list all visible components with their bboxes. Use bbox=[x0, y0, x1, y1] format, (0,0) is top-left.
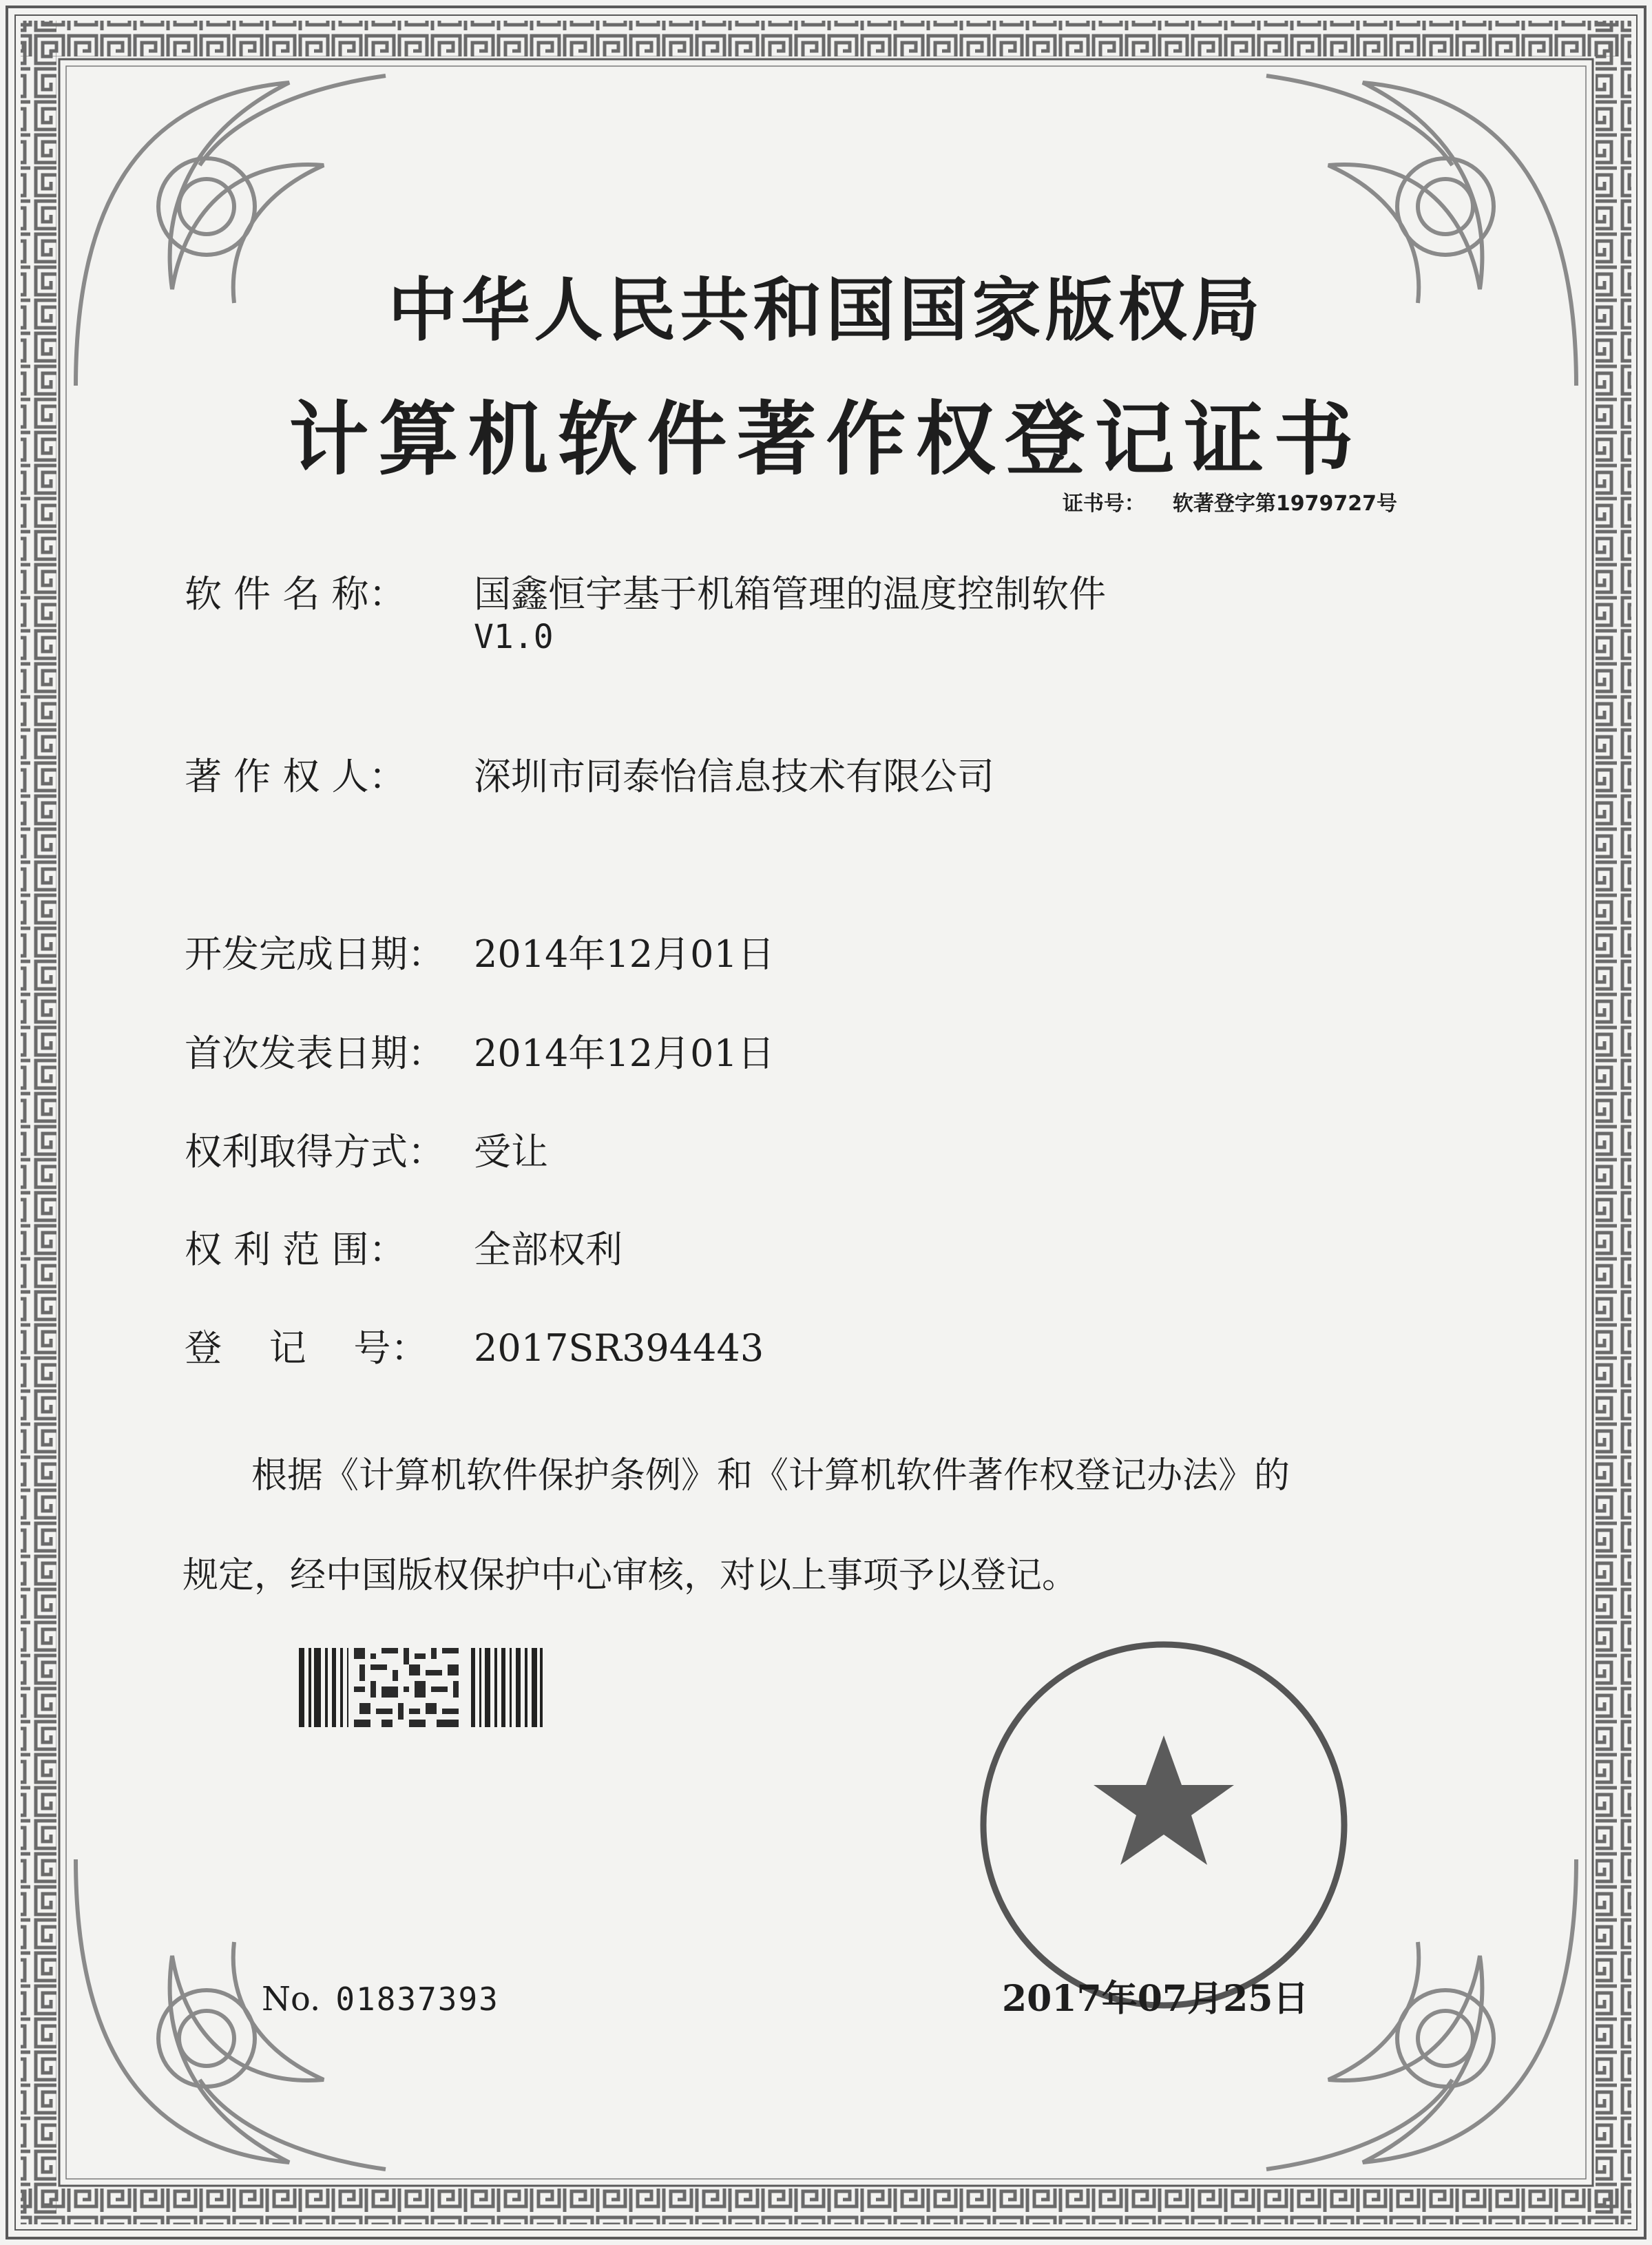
field-registration-number bbox=[185, 1319, 764, 1372]
first-publish-value: 2014年12月01日 bbox=[474, 1032, 775, 1075]
barcode-icon bbox=[299, 1648, 544, 1727]
first-publish-label: 首次发表日期： bbox=[185, 1032, 445, 1075]
field-dev-complete-date bbox=[185, 925, 775, 978]
field-acquire-method bbox=[185, 1122, 548, 1176]
registration-number-label: 登 记 号： bbox=[185, 1326, 428, 1370]
copyright-owner-value: 深圳市同泰怡信息技术有限公司 bbox=[474, 755, 994, 798]
software-version: V1.0 bbox=[474, 618, 554, 656]
official-seal-icon bbox=[971, 1632, 1357, 2018]
dev-complete-value: 2014年12月01日 bbox=[474, 932, 775, 976]
rights-scope-label: 权 利 范 围： bbox=[185, 1228, 406, 1271]
acquire-method-value: 受让 bbox=[474, 1130, 548, 1173]
certificate-number bbox=[1063, 486, 1397, 516]
field-first-publish-date bbox=[185, 1024, 775, 1077]
acquire-method-label: 权利取得方式： bbox=[185, 1130, 445, 1173]
serial-number bbox=[262, 1980, 499, 2018]
issue-date: 2017年07月25日 bbox=[1002, 1978, 1309, 2020]
serial-number-value: 01837393 bbox=[335, 1981, 499, 2018]
copyright-owner-label: 著 作 权 人： bbox=[185, 755, 406, 798]
rights-scope-value: 全部权利 bbox=[474, 1228, 623, 1271]
registration-number-value: 2017SR394443 bbox=[474, 1326, 764, 1370]
certificate-title: 计算机软件著作权登记证书 bbox=[289, 393, 1363, 486]
field-copyright-owner bbox=[185, 747, 994, 800]
issuer-title: 中华人民共和国国家版权局 bbox=[388, 270, 1264, 351]
statement-line-2: 规定，经中国版权保护中心审核，对以上事项予以登记。 bbox=[182, 1555, 1078, 1596]
certificate-number-value: 软著登字第1979727号 bbox=[1172, 492, 1397, 516]
field-software-name bbox=[185, 565, 1106, 656]
software-name-value: 国鑫恒宇基于机箱管理的温度控制软件 bbox=[474, 572, 1106, 616]
field-rights-scope bbox=[185, 1220, 623, 1273]
statement-line-1: 根据《计算机软件保护条例》和《计算机软件著作权登记办法》的 bbox=[251, 1455, 1290, 1496]
software-name-label: 软 件 名 称： bbox=[185, 572, 406, 616]
dev-complete-label: 开发完成日期： bbox=[185, 932, 445, 976]
certificate-number-label: 证书号： bbox=[1062, 492, 1145, 516]
serial-number-label: No. bbox=[262, 1980, 321, 2018]
